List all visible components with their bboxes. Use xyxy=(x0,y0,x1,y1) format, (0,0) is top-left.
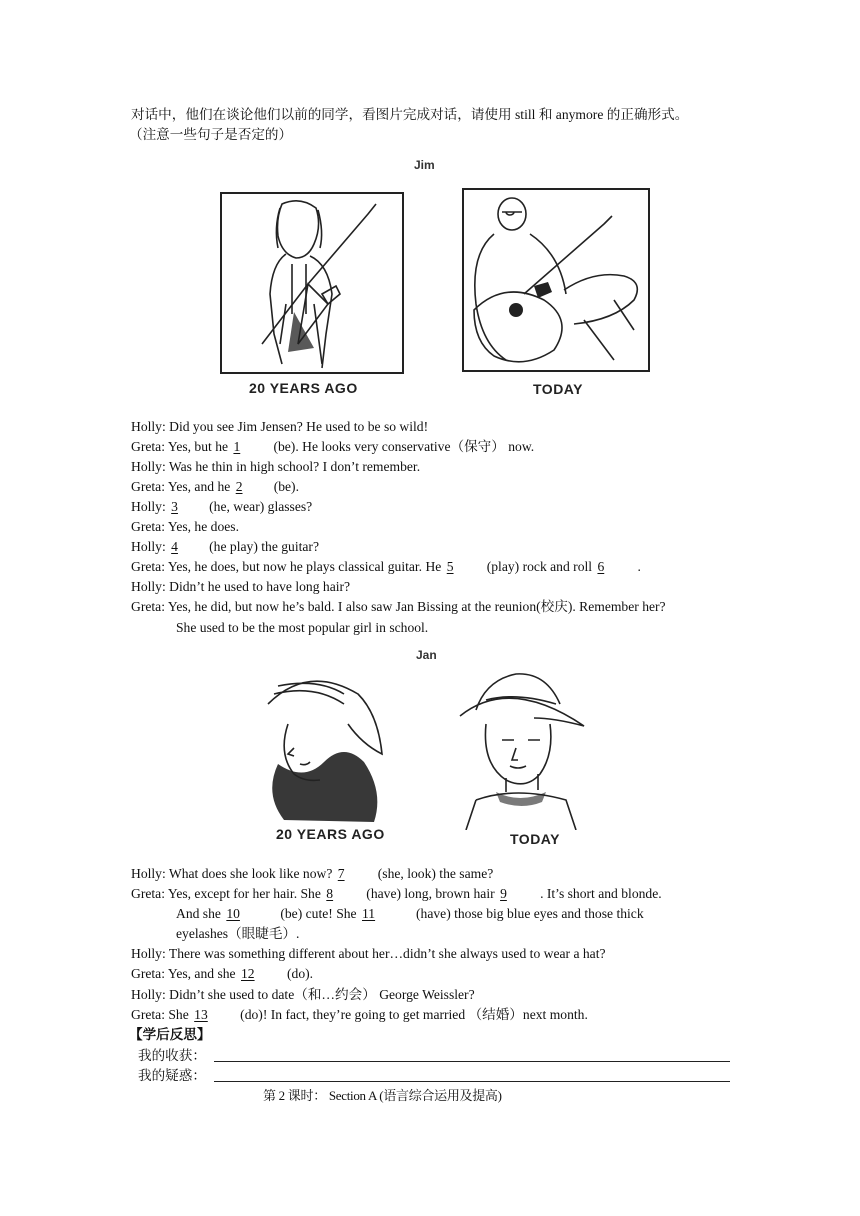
figure1-right-caption: TODAY xyxy=(533,381,583,397)
blank-9[interactable]: 9 xyxy=(500,886,507,901)
jim-past-illustration xyxy=(220,192,404,374)
gain-answer-line[interactable] xyxy=(214,1061,730,1062)
jan-past-illustration xyxy=(248,664,388,824)
blank-11[interactable]: 11 xyxy=(362,906,376,921)
instruction-line-1: 对话中，他们在谈论他们以前的同学，看图片完成对话，请使用 still 和 anymore 的正确形式。 xyxy=(131,107,689,122)
blank-8[interactable]: 8 xyxy=(326,886,334,901)
blank-5[interactable]: 5 xyxy=(446,559,454,574)
dialogue-line: Greta: Yes, except for her hair. She 8 (have) long, brown hair 9 . It’s short and blonde. xyxy=(131,886,662,901)
doubt-answer-line[interactable] xyxy=(214,1081,730,1082)
figure2-right-caption: TODAY xyxy=(510,831,560,847)
dialogue-line: eyelashes（眼睫毛）. xyxy=(176,926,300,941)
dialogue-line: Greta: She 13 (do)! In fact, they’re going to get married （结婚）next month. xyxy=(131,1007,588,1022)
acoustic-guitarist-drawing xyxy=(464,190,648,370)
dialogue-line: Holly: Was he thin in high school? I don’t remember. xyxy=(131,459,421,474)
dialogue-line: Holly: There was something different about her…didn’t she always used to wear a hat? xyxy=(131,946,606,961)
section-footer: 第 2 课时： Section A (语言综合运用及提高) xyxy=(263,1088,502,1103)
jan-today-illustration xyxy=(456,670,588,830)
dialogue-line: Holly: 4 (he play) the guitar? xyxy=(131,539,319,554)
figure1-name: Jim xyxy=(414,158,435,172)
blank-1[interactable]: 1 xyxy=(233,439,241,454)
blank-12[interactable]: 12 xyxy=(241,966,255,981)
blank-4[interactable]: 4 xyxy=(171,539,178,554)
figure1-left-caption: 20 YEARS AGO xyxy=(249,380,358,396)
dialogue-line: Holly: Didn’t she used to date（和…约会） George Weissler? xyxy=(131,987,475,1002)
dialogue-line: She used to be the most popular girl in school. xyxy=(176,620,429,635)
dialogue-line: Holly: Didn’t he used to have long hair? xyxy=(131,579,351,594)
dialogue-line: Greta: Yes, but he 1 (be). He looks very conservative（保守） now. xyxy=(131,439,535,454)
instruction-line-2: （注意一些句子是否定的） xyxy=(129,127,293,142)
dialogue-line: And she 10 (be) cute! She 11 (have) those big blue eyes and those thick xyxy=(176,906,644,921)
dialogue-line: Greta: Yes, he does, but now he plays classical guitar. He 5 (play) rock and roll 6 . xyxy=(131,559,641,574)
blank-3[interactable]: 3 xyxy=(171,499,178,514)
dialogue-line: Greta: Yes, and she 12 (do). xyxy=(131,966,314,981)
rock-guitarist-drawing xyxy=(222,194,402,372)
reflection-heading: 【学后反思】 xyxy=(129,1027,211,1042)
doubt-label: 我的疑惑： xyxy=(138,1068,206,1083)
dialogue-line: Greta: Yes, and he 2 (be). xyxy=(131,479,299,494)
dialogue-line: Greta: Yes, he does. xyxy=(131,519,239,534)
blank-13[interactable]: 13 xyxy=(194,1007,208,1022)
blank-10[interactable]: 10 xyxy=(226,906,240,921)
dialogue-line: Greta: Yes, he did, but now he’s bald. I also saw Jan Bissing at the reunion(校庆). Remember her? xyxy=(131,599,666,614)
blank-6[interactable]: 6 xyxy=(597,559,605,574)
figure2-name: Jan xyxy=(416,648,437,662)
gain-label: 我的收获： xyxy=(138,1048,206,1063)
dialogue-line: Holly: Did you see Jim Jensen? He used to be so wild! xyxy=(131,419,429,434)
figure2-left-caption: 20 YEARS AGO xyxy=(276,826,385,842)
blank-2[interactable]: 2 xyxy=(235,479,243,494)
dialogue-line: Holly: 3 (he, wear) glasses? xyxy=(131,499,313,514)
dialogue-line: Holly: What does she look like now? 7 (she, look) the same? xyxy=(131,866,494,881)
blank-7[interactable]: 7 xyxy=(337,866,345,881)
jim-today-illustration xyxy=(462,188,650,372)
